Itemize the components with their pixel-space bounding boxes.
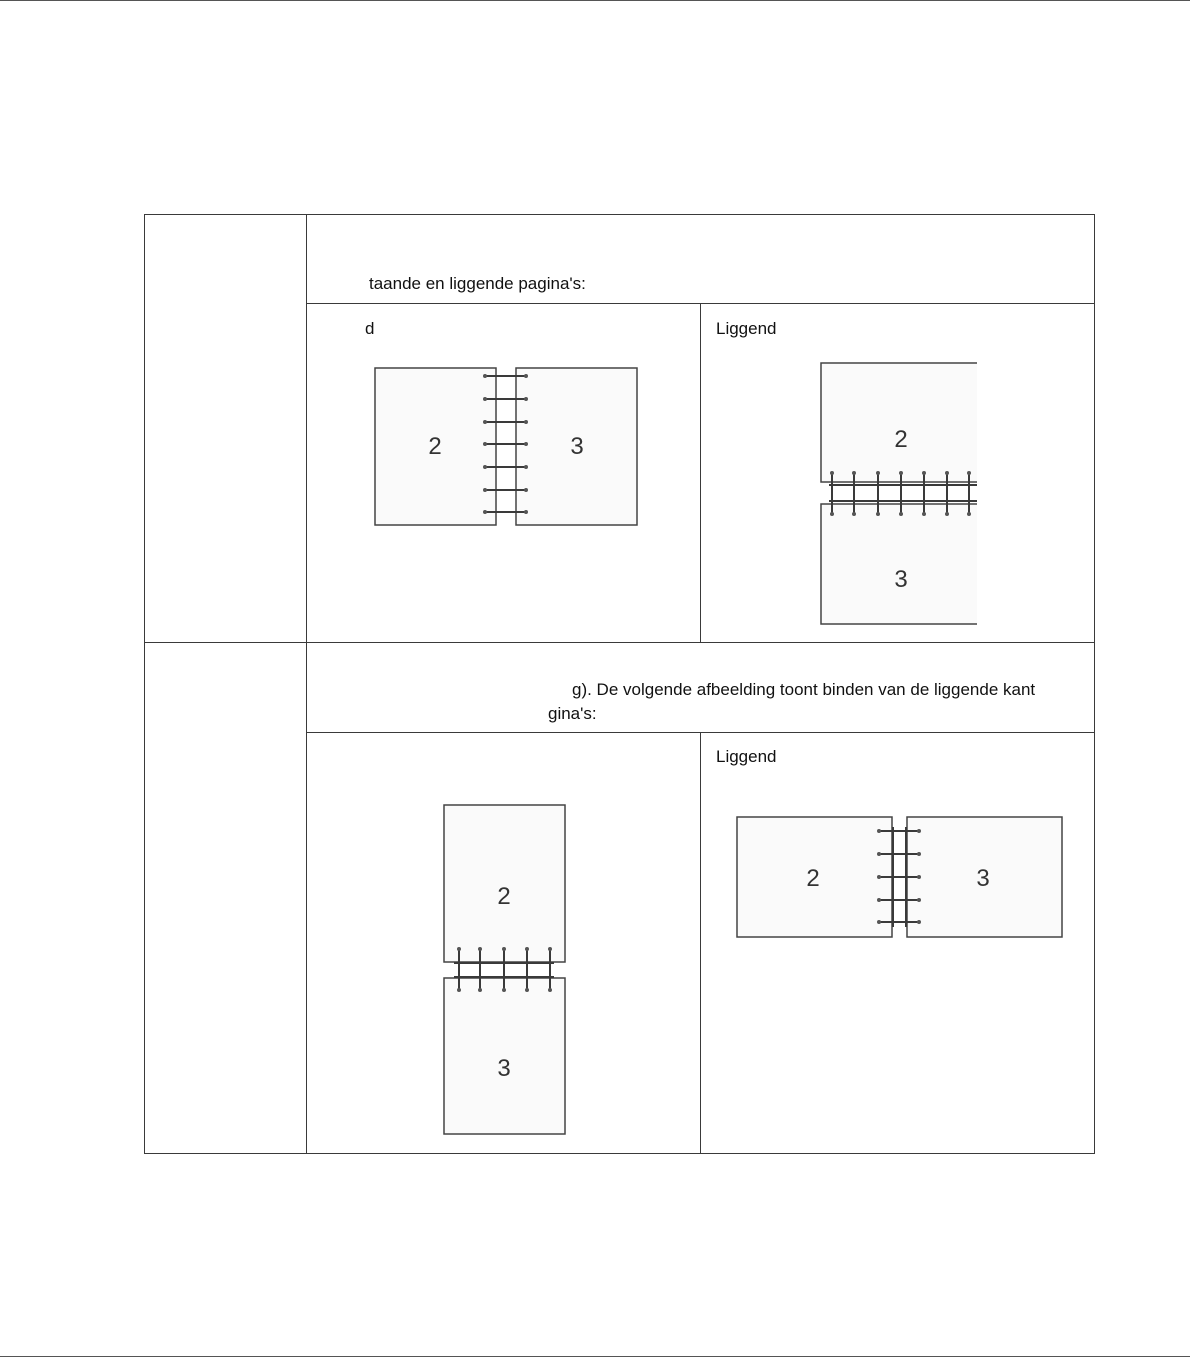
page-number-top: 2	[497, 883, 511, 910]
row2-portrait-binding-diagram	[442, 803, 568, 1137]
page-number-top: 2	[894, 426, 908, 453]
bottom-page	[821, 504, 977, 624]
page-number-left: 2	[806, 865, 820, 892]
table-border-right	[1094, 214, 1095, 1154]
row1-landscape-binding-diagram	[819, 361, 979, 627]
row1-left-label: d	[365, 319, 375, 338]
row1-portrait-binding-diagram	[373, 366, 639, 528]
table-border-bottom	[144, 1153, 1095, 1154]
row2-description-line1: g). De volgende afbeelding toont binden van de liggende kant	[572, 680, 1036, 699]
page-number-right: 3	[570, 433, 584, 460]
row1-cell-divider	[700, 303, 701, 643]
label-column-divider	[306, 214, 307, 1154]
page-number-left: 2	[428, 433, 442, 460]
table-border-top	[144, 214, 1095, 215]
page-number-right: 3	[976, 865, 990, 892]
binding-table	[144, 214, 1095, 1154]
row-divider	[144, 642, 1095, 643]
row2-description-line2: gina's:	[548, 704, 597, 723]
page-number-bottom: 3	[497, 1055, 511, 1082]
row1-description: taande en liggende pagina's:	[369, 274, 586, 293]
page-number-bottom: 3	[894, 566, 908, 593]
row2-landscape-binding-diagram	[735, 815, 1065, 939]
top-page	[821, 363, 977, 482]
row1-right-label: Liggend	[716, 319, 777, 338]
row2-cell-divider	[700, 732, 701, 1154]
table-border-left	[144, 214, 145, 1154]
row2-right-label: Liggend	[716, 747, 777, 766]
top-rule	[0, 0, 1190, 1]
